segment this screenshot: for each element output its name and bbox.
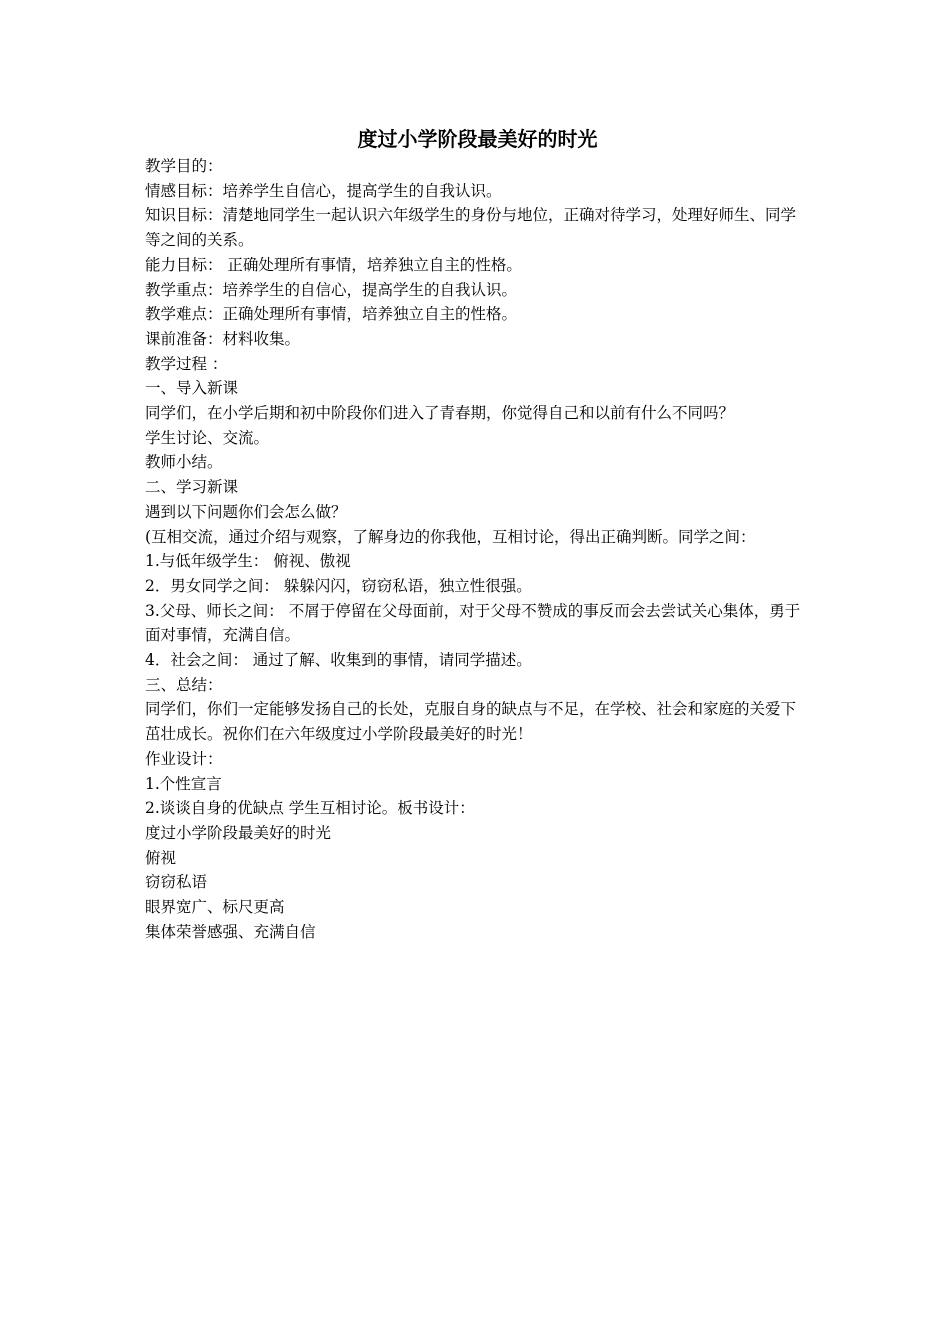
list-item-1: 1.与低年级学生： 俯视、傲视 (145, 552, 351, 571)
homework-item-2: 2.谈谈自身的优缺点 学生互相讨论。板书设计： (145, 799, 475, 818)
lesson-instructions: (互相交流，通过介绍与观察，了解身边的你我他，互相讨论，得出正确判断。同学之间： (145, 527, 756, 546)
homework-item-1: 1.个性宣言 (145, 774, 222, 793)
list-item-2: 2．男女同学之间： 躲躲闪闪，窃窃私语，独立性很强。 (145, 576, 532, 595)
teaching-difficulty: 教学难点：正确处理所有事情，培养独立自主的性格。 (145, 305, 518, 324)
board-design-line-3: 眼界宽广、标尺更高 (145, 898, 285, 917)
document-page (145, 124, 810, 945)
ability-goal: 能力目标： 正确处理所有事情，培养独立自主的性格。 (145, 255, 522, 274)
list-item-3: 3.父母、师长之间： 不屑于停留在父母面前，对于父母不赞成的事反而会去尝试关心集体，勇于面对事情，充满自信。 (145, 601, 801, 645)
section-label-teaching-process: 教学过程 ： (145, 354, 228, 373)
conclusion-text: 同学们，你们一定能够发扬自己的长处，克服自身的缺点与不足，在学校、社会和家庭的关爱下茁壮成长。祝你们在六年级度过小学阶段最美好的时光！ (145, 700, 797, 744)
lesson-question: 遇到以下问题你们会怎么做？ (145, 502, 347, 521)
student-discussion: 学生讨论、交流。 (145, 428, 270, 447)
board-design-line-2: 窃窃私语 (145, 873, 208, 892)
section-label-teaching-purpose: 教学目的： (145, 157, 223, 175)
emotional-goal: 情感目标：培养学生自信心，提高学生的自我认识。 (145, 181, 502, 200)
board-design-line-4: 集体荣誉感强、充满自信 (145, 922, 316, 941)
board-design-title: 度过小学阶段最美好的时光 (145, 823, 332, 842)
board-design-line-1: 俯视 (145, 848, 177, 867)
preparation: 课前准备：材料收集。 (145, 329, 301, 348)
heading-new-lesson: 二、学习新课 (145, 478, 239, 497)
intro-question: 同学们，在小学后期和初中阶段你们进入了青春期，你觉得自己和以前有什么不同吗？ (145, 404, 735, 423)
teacher-summary: 教师小结。 (145, 453, 223, 472)
list-item-4: 4．社会之间： 通过了解、收集到的事情，请同学描述。 (145, 651, 532, 670)
heading-introduction: 一、导入新课 (145, 379, 239, 398)
section-label-homework: 作业设计： (145, 749, 223, 768)
document-body (145, 154, 810, 945)
heading-conclusion: 三、总结： (145, 675, 223, 694)
document-title: 度过小学阶段最美好的时光 (357, 127, 598, 151)
teaching-key-point: 教学重点：培养学生的自信心，提高学生的自我认识。 (145, 280, 518, 299)
knowledge-goal: 知识目标：清楚地同学生一起认识六年级学生的身份与地位，正确对待学习，处理好师生、同学等之间的关系。 (145, 206, 797, 250)
